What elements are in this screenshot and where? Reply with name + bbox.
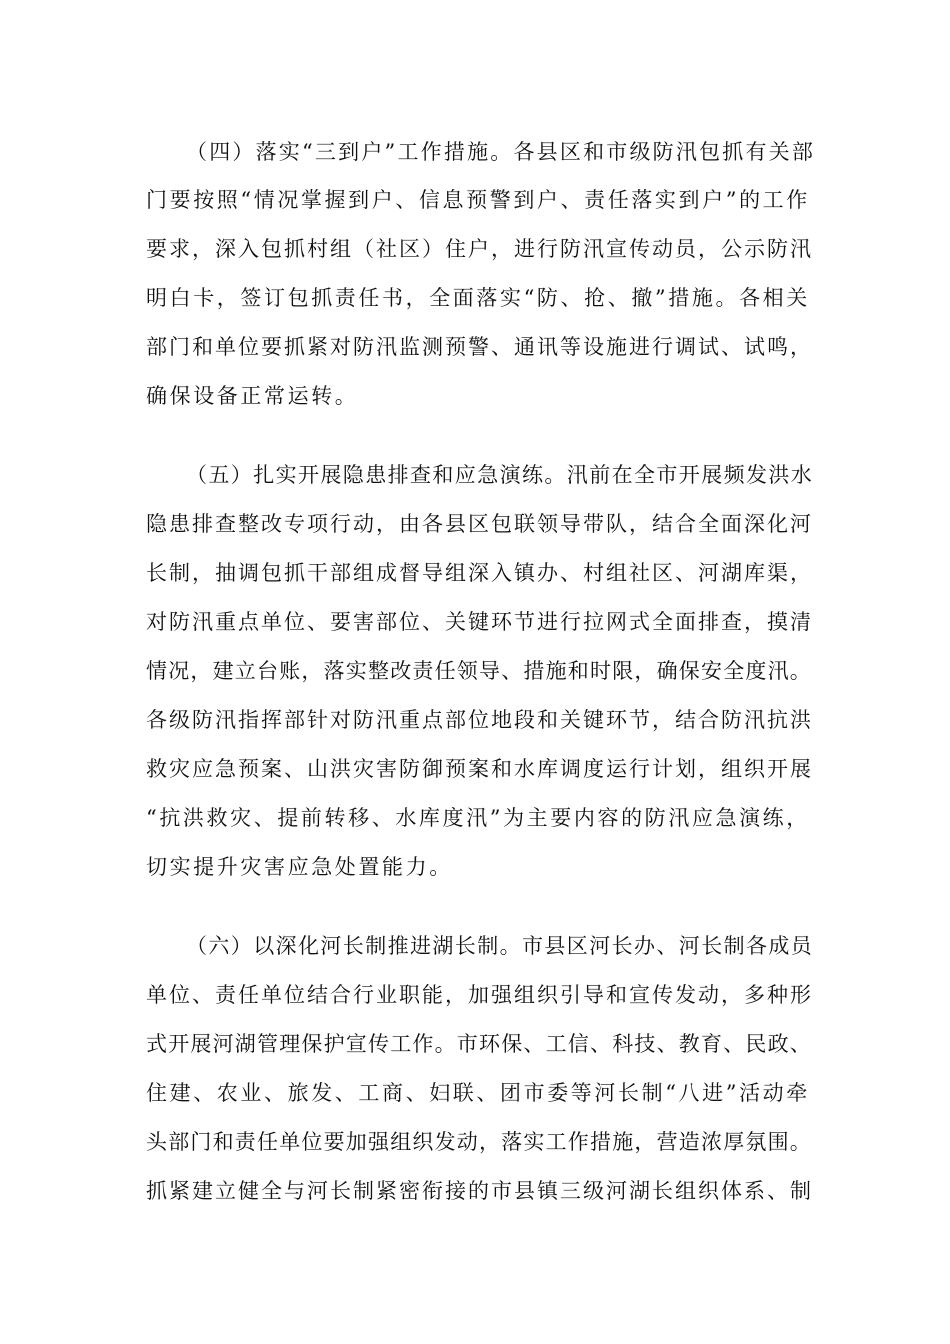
paragraph-line: 各级防汛指挥部针对防汛重点部位地段和关键环节，结合防汛抗洪: [146, 708, 813, 732]
paragraph-line: （四）落实“三到户”工作措施。各县区和市级防汛包抓有关部: [186, 140, 816, 164]
paragraph-line: 明白卡，签订包抓责任书，全面落实“防、抢、撤”措施。各相关: [146, 286, 810, 310]
paragraph-line: 隐患排查整改专项行动，由各县区包联领导带队，结合全面深化河: [146, 512, 813, 536]
paragraph-line: “抗洪救灾、提前转移、水库度汛”为主要内容的防汛应急演练，: [146, 806, 810, 830]
paragraph-line: 对防汛重点单位、要害部位、关键环节进行拉网式全面排查，摸清: [146, 610, 813, 634]
paragraph-line: 住建、农业、旅发、工商、妇联、团市委等河长制“八进”活动牵: [146, 1081, 810, 1105]
paragraph-line: （六）以深化河长制推进湖长制。市县区河长办、河长制各成员: [186, 934, 814, 958]
paragraph-line: （五）扎实开展隐患排查和应急演练。汛前在全市开展频发洪水: [186, 463, 814, 487]
paragraph-line: 切实提升灾害应急处置能力。: [146, 855, 453, 879]
paragraph-line: 要求，深入包抓村组（社区）住户，进行防汛宣传动员，公示防汛: [146, 237, 813, 261]
paragraph-line: 救灾应急预案、山洪灾害防御预案和水库调度运行计划，组织开展: [146, 757, 813, 781]
paragraph-line: 情况，建立台账，落实整改责任领导、措施和时限，确保安全度汛。: [146, 659, 812, 683]
paragraph-line: 抓紧建立健全与河长制紧密衔接的市县镇三级河湖长组织体系、制: [146, 1179, 813, 1203]
paragraph-line: 部门和单位要抓紧对防汛监测预警、通讯等设施进行调试、试鸣，: [146, 335, 813, 359]
paragraph-line: 单位、责任单位结合行业职能，加强组织引导和宣传发动，多种形: [146, 983, 813, 1007]
paragraph-line: 式开展河湖管理保护宣传工作。市环保、工信、科技、教育、民政、: [146, 1032, 812, 1056]
paragraph-line: 门要按照“情况掌握到户、信息预警到户、责任落实到户”的工作: [146, 188, 810, 212]
paragraph-line: 长制，抽调包抓干部组成督导组深入镇办、村组社区、河湖库渠，: [146, 561, 813, 585]
paragraph-line: 确保设备正常运转。: [146, 384, 359, 408]
paragraph-line: 头部门和责任单位要加强组织发动，落实工作措施，营造浓厚氛围。: [146, 1130, 812, 1154]
